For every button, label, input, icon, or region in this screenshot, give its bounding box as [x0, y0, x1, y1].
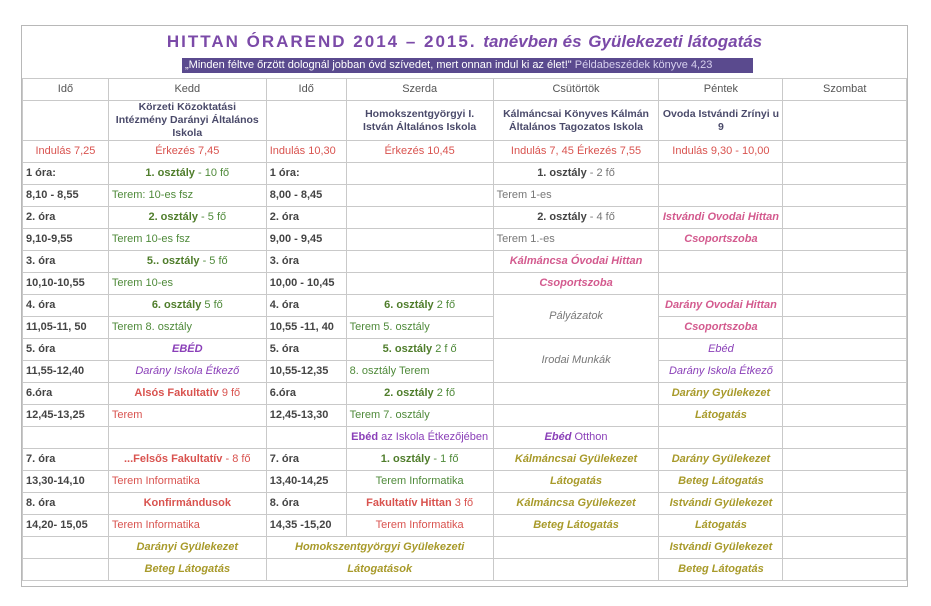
period-time: 12,45-13,30: [266, 405, 346, 427]
departure-csutortok: Indulás 7, 45 Érkezés 7,55: [493, 141, 659, 163]
departure-szerda: Érkezés 10,45: [346, 141, 493, 163]
lesson-cell: Konfirmándusok: [108, 493, 266, 515]
period-time: 13,40-14,25: [266, 471, 346, 493]
table-row: [23, 449, 907, 471]
header-ido-2: Idő: [266, 79, 346, 101]
lesson-cell: Darány Gyülekezet: [659, 383, 783, 405]
header-ido-1: Idő: [23, 79, 109, 101]
table-row: [23, 515, 907, 537]
lesson-cell: Kálmáncsa Óvodai Hittan: [493, 251, 659, 273]
schedule-table: [22, 78, 907, 581]
motto-source: Példabeszédek könyve 4,23: [574, 59, 713, 71]
lesson-cell: Fakultatív Hittan 3 fő: [346, 493, 493, 515]
period-label: 7. óra: [266, 449, 346, 471]
visit-cell: Beteg Látogatás: [108, 559, 266, 581]
visit-cell: Beteg Látogatás: [659, 559, 783, 581]
room-cell: Terem 1-es: [493, 185, 659, 207]
period-label: 5. óra: [266, 339, 346, 361]
lesson-cell: 2. osztály 2 fő: [346, 383, 493, 405]
lesson-cell: 6. osztály 2 fő: [346, 295, 493, 317]
period-label: 2. óra: [266, 207, 346, 229]
schedule-frame: [21, 25, 908, 587]
table-row: [23, 383, 907, 405]
lesson-cell: 1. osztály - 2 fő: [493, 163, 659, 185]
lesson-cell: 2. osztály - 5 fő: [108, 207, 266, 229]
lesson-cell: Kálmáncsa Gyülekezet: [493, 493, 659, 515]
period-label: 7. óra: [23, 449, 109, 471]
lesson-cell: 6. osztály 5 fő: [108, 295, 266, 317]
departure-ido-1: Indulás 7,25: [23, 141, 109, 163]
period-time: 10,55 -11, 40: [266, 317, 346, 339]
lunch-szerda: Ebéd az Iskola Étkezőjében: [346, 427, 493, 449]
period-time: 12,45-13,25: [23, 405, 109, 427]
room-cell: Terem 1.-es: [493, 229, 659, 251]
period-time: 10,10-10,55: [23, 273, 109, 295]
title-italic: Gyülekezeti látogatás: [588, 32, 763, 51]
departure-kedd: Érkezés 7,45: [108, 141, 266, 163]
period-label: 6.óra: [266, 383, 346, 405]
period-time: 14,35 -15,20: [266, 515, 346, 537]
school-szerda: Homokszentgyörgyi I. István Általános Iskola: [346, 101, 493, 141]
period-label: 8. óra: [266, 493, 346, 515]
room-cell: Terem 8. osztály: [108, 317, 266, 339]
period-label: 8. óra: [23, 493, 109, 515]
period-label: 2. óra: [23, 207, 109, 229]
room-cell: Terem 10-es fsz: [108, 229, 266, 251]
period-time: 11,05-11, 50: [23, 317, 109, 339]
table-row: [23, 405, 907, 427]
header-szerda: Szerda: [346, 79, 493, 101]
table-row: [23, 295, 907, 317]
table-row: [23, 317, 907, 339]
lesson-cell: Ebéd: [659, 339, 783, 361]
period-label: 5. óra: [23, 339, 109, 361]
period-label: 4. óra: [266, 295, 346, 317]
room-cell: Terem 10-es: [108, 273, 266, 295]
table-row: [23, 273, 907, 295]
room-cell: 8. osztály Terem: [346, 361, 493, 383]
header-pentek: Péntek: [659, 79, 783, 101]
table-row: [23, 471, 907, 493]
room-cell: Beteg Látogatás: [493, 515, 659, 537]
school-row: [23, 101, 907, 141]
room-cell: Csoportszoba: [659, 229, 783, 251]
visit-cell: Látogatások: [266, 559, 493, 581]
lesson-cell: EBÉD: [108, 339, 266, 361]
header-kedd: Kedd: [108, 79, 266, 101]
table-row: [23, 493, 907, 515]
table-row: [23, 207, 907, 229]
room-cell: Látogatás: [659, 515, 783, 537]
period-time: 10,00 - 10,45: [266, 273, 346, 295]
room-cell: Darány Iskola Étkező: [108, 361, 266, 383]
period-time: 13,30-14,10: [23, 471, 109, 493]
room-cell: Terem Informatika: [108, 471, 266, 493]
lesson-cell: 2. osztály - 4 fő: [493, 207, 659, 229]
title-main: HITTAN ÓRAREND 2014 – 2015.: [166, 32, 477, 51]
lesson-cell: Istvándi Gyülekezet: [659, 493, 783, 515]
lesson-cell: Alsós Fakultatív 9 fő: [108, 383, 266, 405]
room-cell: Látogatás: [493, 471, 659, 493]
departure-ido-2: Indulás 10,30: [266, 141, 346, 163]
period-label: 3. óra: [23, 251, 109, 273]
school-kedd: Körzeti Közoktatási Intézmény Darányi Általános Iskola: [108, 101, 266, 141]
lunch-row: [23, 427, 907, 449]
period-label: 3. óra: [266, 251, 346, 273]
visit-cell: Istvándi Gyülekezet: [659, 537, 783, 559]
school-pentek: Ovoda Istvándi Zrínyi u 9: [659, 101, 783, 141]
table-row: [23, 339, 907, 361]
lesson-cell: ...Felsős Fakultatív - 8 fő: [108, 449, 266, 471]
lesson-cell: 1. osztály - 1 fő: [346, 449, 493, 471]
lesson-cell: 5.. osztály - 5 fő: [108, 251, 266, 273]
period-time: 10,55-12,35: [266, 361, 346, 383]
period-time: 14,20- 15,05: [23, 515, 109, 537]
note-cell: Irodai Munkák: [493, 339, 659, 383]
room-cell: Terem Informatika: [108, 515, 266, 537]
table-row: [23, 229, 907, 251]
period-label: 1 óra:: [23, 163, 109, 185]
note-cell: Pályázatok: [493, 295, 659, 339]
period-time: 11,55-12,40: [23, 361, 109, 383]
room-cell: Beteg Látogatás: [659, 471, 783, 493]
lesson-cell: 1. osztály - 10 fő: [108, 163, 266, 185]
room-cell: Terem 5. osztály: [346, 317, 493, 339]
table-row: [23, 163, 907, 185]
period-label: 4. óra: [23, 295, 109, 317]
visit-cell: Homokszentgyörgyi Gyülekezeti: [266, 537, 493, 559]
table-row: [23, 185, 907, 207]
lesson-cell: Darány Ovodai Hittan: [659, 295, 783, 317]
lesson-cell: 5. osztály 2 f ő: [346, 339, 493, 361]
period-time: 9,10-9,55: [23, 229, 109, 251]
visit-cell: Darányi Gyülekezet: [108, 537, 266, 559]
period-time: 8,10 - 8,55: [23, 185, 109, 207]
period-time: 9,00 - 9,45: [266, 229, 346, 251]
header-csutortok: Csütörtök: [493, 79, 659, 101]
table-row: [23, 559, 907, 581]
departure-row: [23, 141, 907, 163]
departure-pentek: Indulás 9,30 - 10,00: [659, 141, 783, 163]
table-row: [23, 251, 907, 273]
room-cell: Terem Informatika: [346, 471, 493, 493]
room-cell: Terem: 10-es fsz: [108, 185, 266, 207]
room-cell: Terem: [108, 405, 266, 427]
room-cell: Terem 7. osztály: [346, 405, 493, 427]
room-cell: Terem Informatika: [346, 515, 493, 537]
lunch-csutortok: Ebéd Otthon: [493, 427, 659, 449]
school-csutortok: Kálmáncsai Könyves Kálmán Általános Tagozatos Iskola: [493, 101, 659, 141]
period-label: 1 óra:: [266, 163, 346, 185]
header-szombat: Szombat: [783, 79, 907, 101]
table-row: [23, 361, 907, 383]
motto-quote: „Minden féltve őrzött dolognál jobban óvd szívedet, mert onnan indul ki az élet!": [185, 59, 572, 71]
room-cell: Csoportszoba: [493, 273, 659, 295]
room-cell: Látogatás: [659, 405, 783, 427]
table-row: [23, 537, 907, 559]
motto-banner: [182, 58, 753, 73]
page-title: [22, 28, 907, 56]
title-rest: tanévben és: [483, 32, 582, 51]
lesson-cell: Darány Gyülekezet: [659, 449, 783, 471]
header-row: [23, 79, 907, 101]
lesson-cell: Kálmáncsai Gyülekezet: [493, 449, 659, 471]
lesson-cell: Istvándi Ovodai Hittan: [659, 207, 783, 229]
period-time: 8,00 - 8,45: [266, 185, 346, 207]
period-label: 6.óra: [23, 383, 109, 405]
room-cell: Csoportszoba: [659, 317, 783, 339]
room-cell: Darány Iskola Étkező: [659, 361, 783, 383]
